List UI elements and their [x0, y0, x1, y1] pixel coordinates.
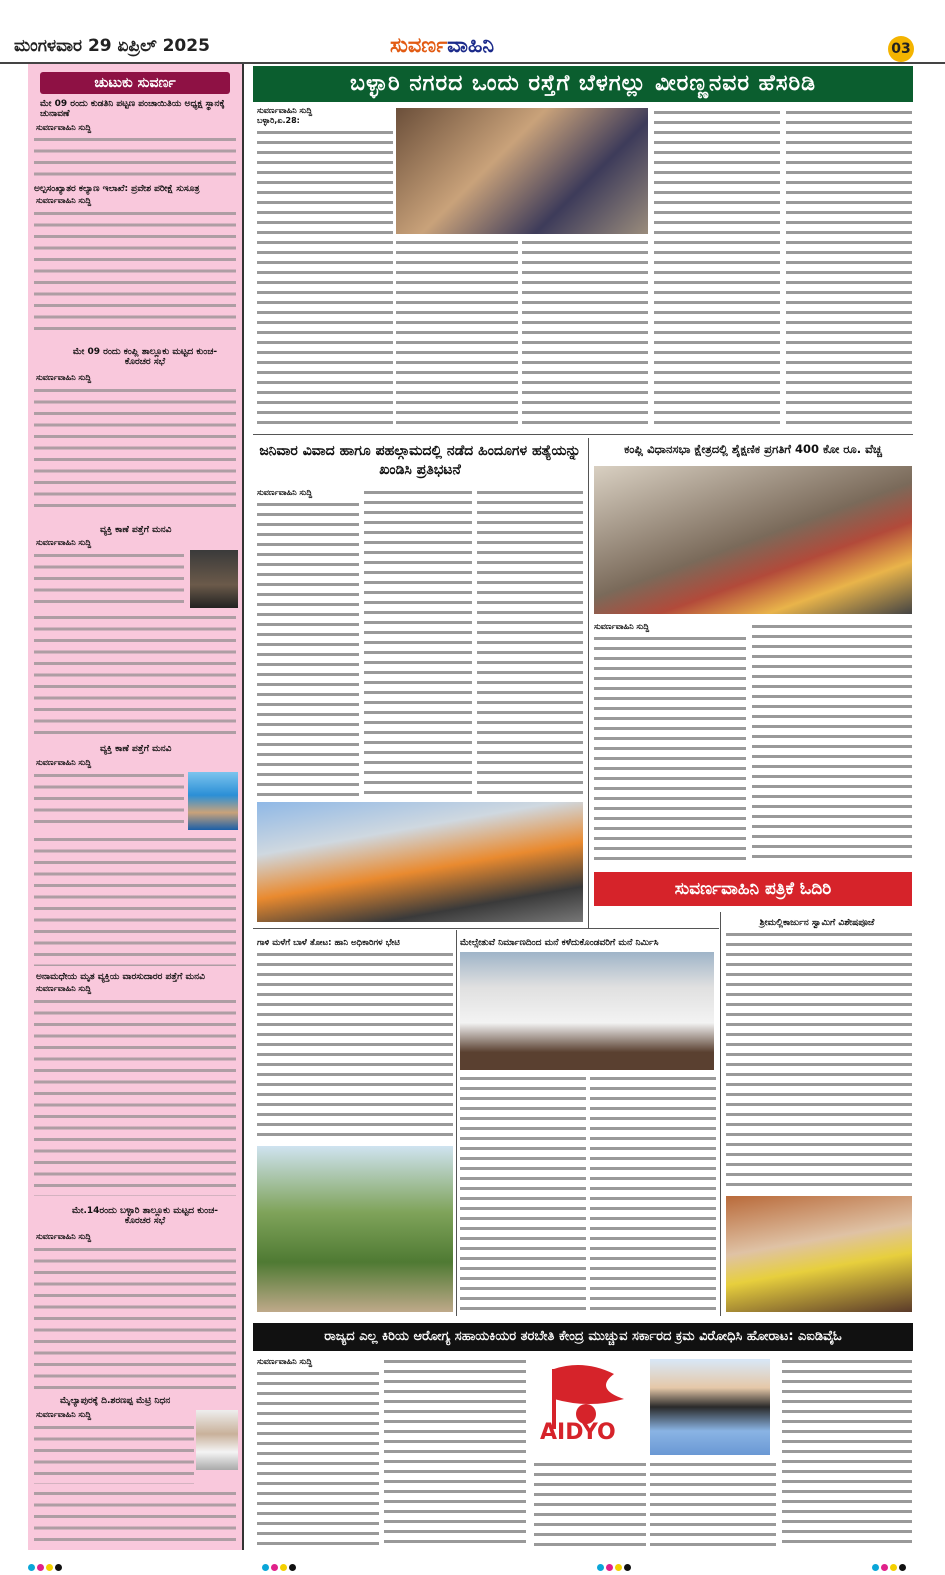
left-item-body — [34, 550, 184, 610]
rain-headline: ಗಾಳಿ ಮಳೆಗೆ ಬಾಳೆ ತೋಟ: ಹಾನಿ ಅಧಿಕಾರಿಗಳ ಭೇಟಿ — [257, 938, 400, 948]
newspaper-logo — [390, 33, 494, 58]
bottom-headline: ರಾಜ್ಯದ ಎಲ್ಲ ಕಿರಿಯ ಆರೋಗ್ಯ ಸಹಾಯಕಿಯರ ತರಬೇತಿ ಕೇಂದ್ರ ಮುಚ್ಚುವ ಸರ್ಕಾರದ ಕ್ರಮ ವಿರೋಧಿಸಿ ಹೋರಾಟ: ಎಐಡಿವೈಓ — [253, 1323, 913, 1351]
lead-body-col2 — [396, 238, 518, 428]
protest-body-col1 — [257, 500, 359, 796]
obituary-photo — [196, 1410, 238, 1470]
lead-body-col5 — [786, 108, 912, 428]
left-item-meta: ಸುವರ್ಣವಾಹಿನಿ ಸುದ್ದಿ — [36, 984, 92, 993]
left-item-meta: ಸುವರ್ಣವಾಹಿನಿ ಸುದ್ದಿ — [36, 538, 92, 547]
left-item-title: ವ್ಯಕ್ತಿ ಕಾಣೆ ಪತ್ತೆಗೆ ಮನವಿ — [100, 525, 172, 535]
left-item-title: ವ್ಯಕ್ತಿ ಕಾಣೆ ಪತ್ತೆಗೆ ಮನವಿ — [100, 744, 172, 754]
left-item-title: ಮೇ 09 ರಂದು ಕುಡತಿನಿ ಪಟ್ಟಣ ಪಂಚಾಯಿತಿಯ ಅಧ್ಯಕ್ಷ ಸ್ಥಾನಕ್ಕೆ ಚುನಾವಣೆ — [40, 99, 225, 119]
divider — [720, 912, 721, 1316]
protest-body-col2 — [364, 488, 472, 796]
left-item-meta: ಸುವರ್ಣವಾಹಿನಿ ಸುದ್ದಿ — [36, 1232, 92, 1241]
left-item-body — [34, 208, 236, 338]
left-item-title: ಅಲ್ಪಸಂಖ್ಯಾತರ ಕಲ್ಯಾಣ ಇಲಾಖೆ: ಪ್ರವೇಶ ಪರೀಕ್ಷೆ ಸುಸೂತ್ರ — [34, 184, 200, 194]
lead-photo — [396, 108, 648, 234]
lead-body-col1 — [257, 128, 393, 428]
lead-headline: ಬಳ್ಳಾರಿ ನಗರದ ಒಂದು ರಸ್ತೆಗೆ ಬೆಳಗಲ್ಲು ವೀರಣ್ಣನವರ ಹೆಸರಿಡಿ — [253, 66, 913, 102]
left-item-body — [34, 612, 236, 740]
kampli-body-col2 — [752, 622, 912, 864]
protest-body-col3 — [477, 488, 583, 796]
divider — [588, 438, 589, 928]
rain-photo — [257, 1146, 453, 1312]
protest-photo — [257, 802, 583, 922]
bottom-body-col3 — [534, 1460, 646, 1546]
lead-byline: ಸುವರ್ಣವಾಹಿನಿ ಸುದ್ದಿ — [257, 106, 313, 115]
left-item-meta: ಸುವರ್ಣವಾಹಿನಿ ಸುದ್ದಿ — [36, 196, 92, 205]
left-item-title: ಅನಾಮಧೇಯ ಮೃತ ವ್ಯಕ್ತಿಯ ವಾರಸುದಾರರ ಪತ್ತೆಗೆ ಮನವಿ — [36, 972, 205, 982]
kampli-headline: ಕಂಪ್ಲಿ ವಿಧಾನಸಭಾ ಕ್ಷೇತ್ರದಲ್ಲಿ ಶೈಕ್ಷಣಿಕ ಪ್ರಗತಿಗೆ 400 ಕೋ ರೂ. ವೆಚ್ಚ — [624, 442, 882, 456]
puja-photo — [726, 1196, 912, 1312]
lead-body-col3 — [522, 238, 648, 428]
left-item-meta: ಸುವರ್ಣವಾಹಿನಿ ಸುದ್ದಿ — [36, 1410, 92, 1419]
logo-part-1: ಸುವರ್ಣ — [390, 33, 448, 57]
left-item-body — [34, 1244, 236, 1392]
rain-body — [257, 950, 453, 1140]
left-item-body — [34, 1488, 236, 1542]
print-registration-marks — [597, 1556, 657, 1564]
protest-byline: ಸುವರ್ಣವಾಹಿನಿ ಸುದ್ದಿ — [257, 488, 313, 497]
protest-headline: ಜನಿವಾರ ವಿವಾದ ಹಾಗೂ ಪಹಲ್ಗಾಮದಲ್ಲಿ ನಡೆದ ಹಿಂದೂಗಳ ಹತ್ಯೆಯನ್ನು ಖಂಡಿಸಿ ಪ್ರತಿಭಟನೆ — [259, 443, 581, 478]
issue-date: ಮಂಗಳವಾರ 29 ಏಪ್ರಿಲ್ 2025 — [14, 36, 210, 56]
lead-body-col4 — [654, 108, 780, 428]
left-item-body — [34, 834, 236, 966]
left-item-title: ಮೈಲ್ಯಾಪುರಕ್ಕೆ ದಿ.ಶರಣಪ್ಪ ಮೆಟ್ರಿ ನಿಧನ — [60, 1396, 171, 1406]
left-item-body — [34, 996, 236, 1196]
kampli-byline: ಸುವರ್ಣವಾಹಿನಿ ಸುದ್ದಿ — [594, 622, 650, 631]
print-registration-marks — [262, 1556, 322, 1564]
missing-person-photo — [190, 550, 238, 608]
left-item-body — [34, 385, 236, 515]
aidyo-logo-text: AIDYO — [540, 1420, 616, 1445]
house-headline: ಮೇಲ್ಸೇತುವೆ ನಿರ್ಮಾಣದಿಂದ ಮನೆ ಕಳೆದುಕೊಂಡವರಿಗೆ ಮನೆ ನಿರ್ಮಿಸಿ — [460, 938, 659, 948]
kampli-photo — [594, 466, 912, 614]
divider — [456, 930, 457, 1316]
left-item-body — [34, 1422, 194, 1484]
left-item-title: ಮೇ 09 ರಂದು ಕಂಪ್ಲಿ ತಾಲ್ಲೂಕು ಮಟ್ಟದ ಕುಂಚ-ಕೊರಚರ ಸಭೆ — [72, 347, 218, 367]
left-item-meta: ಸುವರ್ಣವಾಹಿನಿ ಸುದ್ದಿ — [36, 123, 92, 132]
logo-part-2: ವಾಹಿನಿ — [447, 33, 495, 57]
bottom-body-col2 — [384, 1357, 526, 1547]
left-item-title: ಮೇ.14ರಂದು ಬಳ್ಳಾರಿ ತಾಲ್ಲೂಕು ಮಟ್ಟದ ಕುಂಚ-ಕೊರಚರ ಸಭೆ — [71, 1206, 219, 1226]
bottom-body-col1 — [257, 1369, 379, 1547]
bottom-body-col5 — [782, 1357, 912, 1547]
divider — [253, 928, 719, 929]
page-number: 03 — [888, 36, 914, 62]
bottom-byline: ಸುವರ್ಣವಾಹಿನಿ ಸುದ್ದಿ — [257, 1357, 313, 1366]
print-registration-marks — [872, 1556, 932, 1564]
house-photo — [460, 952, 714, 1070]
divider — [253, 434, 913, 435]
puja-headline: ಶ್ರೀಮಲ್ಲಿಕಾರ್ಜುನ ಸ್ವಾಮಿಗೆ ವಿಶೇಷಪೂಜೆ — [759, 918, 875, 928]
house-body-col1 — [460, 1074, 586, 1312]
house-body-col2 — [590, 1074, 716, 1312]
left-item-meta: ಸುವರ್ಣವಾಹಿನಿ ಸುದ್ದಿ — [36, 758, 92, 767]
print-registration-marks — [28, 1556, 88, 1564]
puja-body — [726, 930, 912, 1192]
lead-dateline: ಬಳ್ಳಾರಿ,ಏ.28: — [257, 116, 300, 125]
subscribe-ad-banner: ಸುವರ್ಣವಾಹಿನಿ ಪತ್ರಿಕೆ ಓದಿರಿ — [594, 872, 912, 906]
kampli-body-col1 — [594, 634, 746, 864]
missing-person-photo — [188, 772, 238, 830]
bottom-body-col4 — [650, 1460, 776, 1546]
left-item-meta: ಸುವರ್ಣವಾಹಿನಿ ಸುದ್ದಿ — [36, 373, 92, 382]
left-item-body — [34, 770, 184, 830]
spokesperson-photo — [650, 1359, 770, 1455]
left-column-header: ಚುಟುಕು ಸುವರ್ಣ — [40, 72, 230, 94]
left-item-body — [34, 134, 236, 176]
